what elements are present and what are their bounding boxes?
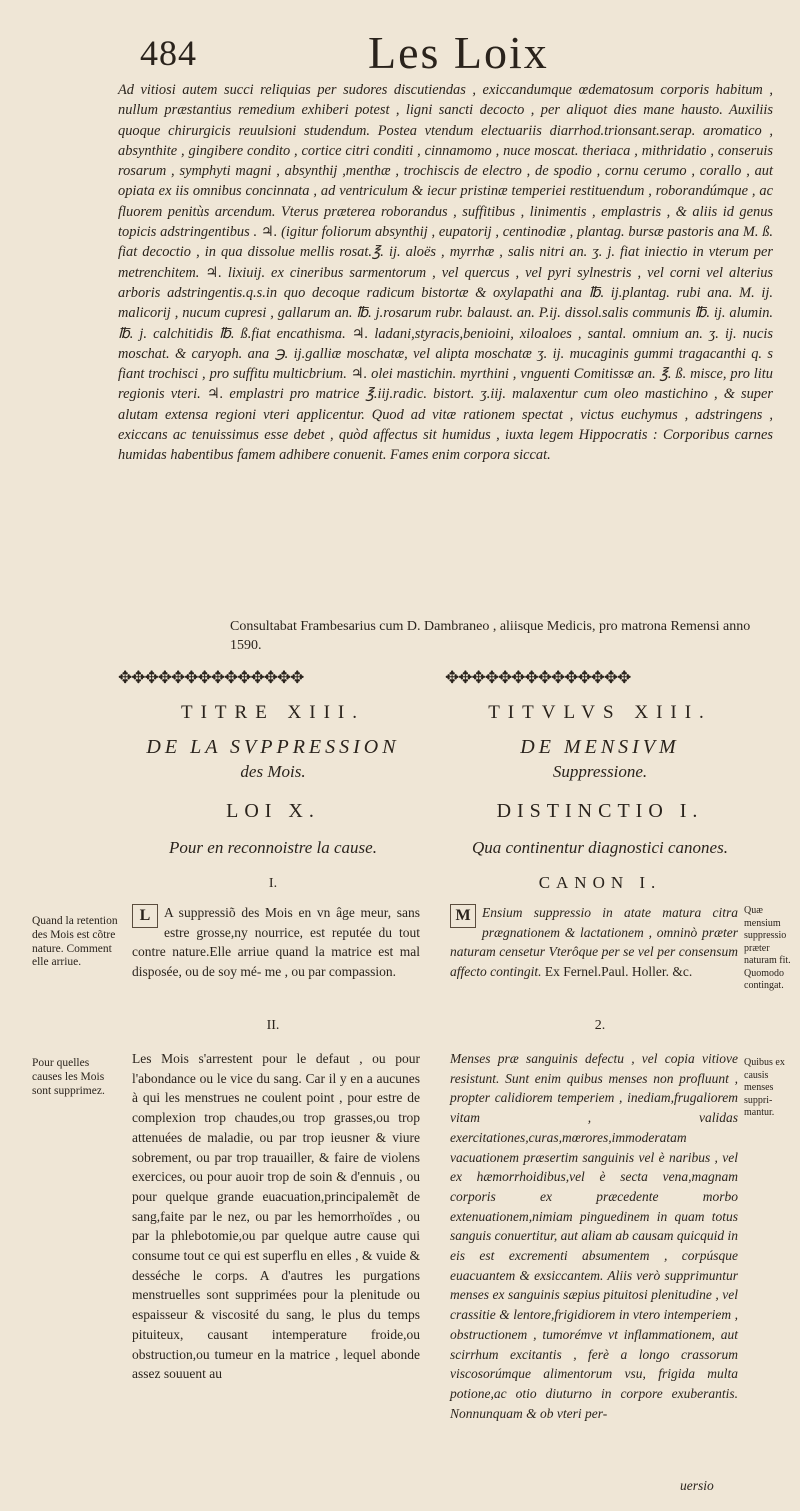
page-header <box>140 20 780 78</box>
running-title: Les Loix <box>368 27 549 78</box>
french-section-1 <box>132 903 420 982</box>
intro-paragraph <box>118 80 773 466</box>
intro-text: Ad vitiosi autem succi reliquias per sudores discutiendas , exiccandumque œdematosum corporis habitum , nullum præstantius remedium exhiberi potest , ligni sancti decocto , per aliquot dies mane hausto. Auxiliis quoque chirurgicis reuulsioni studendum. Postea vtendum electuariis diarrhod.trionsant.serap. aromatico , absynthite , gingibere condito , cortice citri conditi , cinnamomo , nuce moscat. theriaca , mithridatio , conseruis rosarum , symphyti magni , absynthij ,menthæ , trochiscis de electro , de spodio , cornu cerumo , corallo , aut opiata ex iis omnibus concinnata , ad ventriculum & iecur pristinæ temperiei restituendum , roborandúmque , ac fluorem penitùs arcendum. Vterus præterea roborandus , suffitibus , linimentis , emplastris , & aliis id genus topicis adstringentibus . ♃. (igitur foliorum absynthij , eupatorij , centinodiæ , plantag. bursæ pastoris ana M. ß. fiat decoctio , in qua dissolue mellis rosat.℥. ij. aloës , myrrhæ , salis nitri an. ʒ. j. fiat iniectio in vterum per metrenchitem. ♃. lixiuij. ex cineribus sarmentorum , vel quercus , vel pyri sylnestris , vel corni vel alterius arboris adstringentis.q.s.in quo decoque radicum bistortæ & oxylapathi ana ℔. ij.plantag. rubi ana. M. ij. malicorij , nucum cupresi , gallarum an. ℔. j.rosarum rubr. balaust. an. P.ij. dissol.salis communis ℔. ij. alumin. ℔. j. calchitidis ℔. ß.fiat encathisma. ♃. ladani,styracis,benioini, xiloaloes , santal. omnium an. ʒ. ij. nucis moschat. & caryoph. ana ℈. ij.galliæ moschatæ, vel alipta moschatæ ʒ. ij. mucaginis gummi tragacanthi q. s fiant trochisci , pro suffitu multicbrium. ♃. olei mastichin. myrthini , vnguenti Comitissæ an. ℥. ß. misce, pro litu regionis vteri. ♃. emplastri pro matrice ℥.iij.radic. bistort. ʒ.iij. malaxentur cum oleo mastichino , & super alutam extensa regioni vteri applicentur. Quod ad vitæ rationem spectat , victus euchymus , adstringens , exiccans ac tenuissimus esse debet , quòd affectus sit humidus , iuxta legem Hippocratis : Corporibus carnes humidas habentibus famem adhibere conuenit. Fames enim corpora siccat. <box>118 82 773 464</box>
french-loix-subtitle: Pour en reconnoistre la cause. <box>169 838 377 857</box>
french-titre: TITRE XIII. <box>180 702 366 723</box>
latin-section-2-number: 2. <box>594 1018 606 1033</box>
latin-canon-1 <box>450 903 738 982</box>
latin-dropcap: M <box>450 904 476 928</box>
french-subheading: des Mois. <box>240 762 306 781</box>
consultation-note: Consultabat Frambesarius cum D. Dambraneo , aliisque Medicis, pro matrona Remensi anno 1590. <box>230 619 751 653</box>
latin-margin-note-1: Quæ mensium suppressio præter naturam fit. Quomodo contingat. <box>744 905 791 991</box>
latin-titulus: TITVLVS XIII. <box>488 702 712 723</box>
latin-margin-note-2: Quibus ex causis menses suppri- mantur. <box>744 1057 785 1118</box>
ornament-right: ✥✥✥✥✥✥✥✥✥✥✥✥✥✥ <box>445 668 631 687</box>
french-section-2-text: Les Mois s'arrestent pour le defaut , ou pour l'abondance ou le vice du sang. Car il y en a aucunes à qui les menstrues ne coulent point , pour estre de complexion trop chaudes,ou trop grasses,ou trop attenuées de maladie, ou par trop ieusner & viure sobrement, ou par trop trauailler, & faire de violens exercices, ou pour auoir trop de soin & d'ennuis , ou pour quelque grande euacuation,principalemẽt de sang,faite par le nez, ou par les hemorrhoïdes , ou par la phlebotomie,ou par quelque autre cause qui consume tout ce qui est superflu en elles , & vuide & desséche le corps. A d'autres les purgations menstruelles sont supprimées pour la plenitude ou espaisseur & viscosité du sang, le plus du temps pituiteux, causant intemperature froide,ou obstruction,ou tumeur en la matrice , lequel abonde assez souuent au <box>132 1051 420 1382</box>
french-margin-note-2: Pour quelles causes les Mois sont supprimez. <box>32 1057 105 1097</box>
latin-distinctio: DISTINCTIO I. <box>496 800 704 822</box>
french-loix: LOI X. <box>226 800 320 822</box>
latin-canon: CANON I. <box>538 873 662 892</box>
french-heading: DE LA SVPPRESSION <box>146 736 400 758</box>
latin-canon-text: Ensium suppressio in atate matura citra prægnationem & lactationem , omninò præter naturam censetur Vterôque per se vel per consensum affecto contingit. <box>450 905 738 980</box>
latin-heading: DE MENSIVM <box>520 736 680 758</box>
latin-subheading: Suppressione. <box>552 762 648 781</box>
latin-section-2-text: Menses præ sanguinis defectu , vel copia vitiove resistunt. Sunt enim quibus menses non profluunt , propter calidiorem temperiem , inediam,frugaliorem vitam , validas exercitationes,curas,mœrores,immoderatam vacuationem præsertim sanguinis vel è naribus , vel ex hæmorrhoidibus,vel è secta vena,magnam corporis ex præcedente morbo extenuationem,nimiam pinguedinem in quam totus sanguis conuertitur, aut aliam ab causam quicquid in eis est excrementi absumentem , corpúsque euacuantem & exsiccantem. Aliis verò supprimuntur menses ex sanguinis sæpius pituitosi plenitudine , vel crassitie & lentore,frigidiorem in vtero intemperiem , obstructionem , tumorémve vt inflammationem, aut scirrhum excitantis , ferè a longo crassorum viscosorúmque alimentorum vsu, frigida multa potione,ac otio diuturno in corpore exuberantis. Nonnunquam & ob vteri per- <box>450 1051 738 1421</box>
french-dropcap: L <box>132 904 158 928</box>
french-section-1-text: A suppressiõ des Mois en vn âge meur, sans estre grosse,ny nourrice, est reputée du tout contre nature.Elle arriue quand la matrice est mal disposée, ou de soy mé- me , ou par compassion. <box>132 905 420 980</box>
french-margin-note-1: Quand la retention des Mois est cõtre nature. Comment elle arriue. <box>32 915 118 969</box>
latin-distinctio-subtitle: Qua continentur diagnostici canones. <box>472 838 728 857</box>
french-section-2-number: II. <box>266 1018 280 1033</box>
french-section-1-number: I. <box>268 876 278 891</box>
latin-canon-source: Ex Fernel.Paul. Holler. &c. <box>544 964 693 980</box>
latin-catchword: uersio <box>680 1478 714 1493</box>
ornament-left: ✥✥✥✥✥✥✥✥✥✥✥✥✥✥ <box>118 668 304 687</box>
page-number: 484 <box>140 33 197 73</box>
